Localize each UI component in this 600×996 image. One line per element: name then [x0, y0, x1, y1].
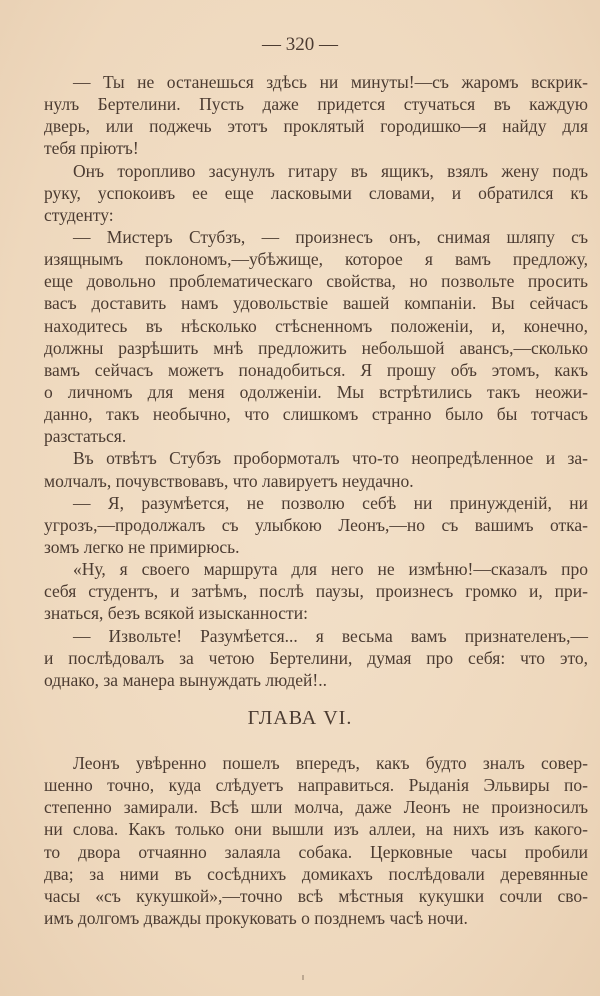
text-line: два; за ними въ сосѣднихъ домикахъ послѣдовали деревянные: [44, 863, 588, 884]
text-line: разстаться.: [44, 426, 127, 447]
text-line: шенно точно, куда слѣдуетъ направиться. Рыданія Эльвиры по-: [44, 775, 588, 796]
text-line: о личномъ для меня одолженіи. Мы встрѣтились такъ неожи-: [44, 381, 588, 402]
text-line: — Мистеръ Стубзъ, — произнесъ онъ, снимая шляпу съ: [73, 226, 588, 247]
text-line: себя студентъ, и затѣмъ, послѣ паузы, произнесъ громко и, при-: [44, 581, 588, 602]
text-line: знаться, безъ всякой изысканности:: [44, 603, 308, 624]
text-after-heading: [44, 752, 588, 929]
text-line: Леонъ увѣренно пошелъ впередъ, какъ будто зналъ совер-: [73, 753, 588, 773]
text-line: еще довольно проблематическаго свойства, но позвольте просить: [44, 271, 588, 292]
text-line: степенно замирали. Всѣ шли молча, даже Леонъ не произносилъ: [44, 797, 588, 818]
text-line: ни слова. Какъ только они вышли изъ аллеи, на нихъ изъ какого-: [44, 819, 588, 840]
chapter-heading: ГЛАВА VI.: [247, 707, 353, 729]
text-line: нулъ Бертелини. Пусть даже придется стучаться въ каждую: [44, 94, 588, 115]
text-line: молчалъ, почувствовавъ, что лавируетъ неудачно.: [44, 470, 414, 491]
text-line: — Я, разумѣется, не позволю себѣ ни принужденій, ни: [73, 492, 588, 513]
text-line: данно, такъ необычно, что слишкомъ странно было бы тотчасъ: [44, 404, 588, 425]
text-line: — Извольте! Разумѣется... я весьма вамъ признателенъ,—: [73, 625, 588, 646]
text-line: должны разрѣшить мнѣ предложить небольшой авансъ,—сколько: [44, 337, 588, 358]
text-line: студенту:: [44, 204, 114, 225]
text-line: — Ты не останешься здѣсь ни минуты!—съ жаромъ вскрик-: [73, 72, 588, 92]
text-before-heading: [44, 71, 588, 691]
print-mark: [302, 975, 304, 980]
text-line: находитесь въ нѣсколько стѣсненномъ положеніи, и, конечно,: [44, 315, 588, 336]
text-line: угрозъ,—продолжалъ съ улыбкою Леонъ,—но съ вашимъ отка-: [44, 514, 588, 535]
text-line: часы «съ кукушкой»,—точно всѣ мѣстныя кукушки сочли сво-: [44, 885, 588, 906]
page-number: — 320 —: [262, 34, 338, 55]
text-line: васъ доставить намъ удовольствіе вашей компаніи. Вы сейчасъ: [44, 293, 588, 314]
text-line: однако, за манера вынуждать людей!..: [44, 669, 327, 690]
text-line: вамъ сейчасъ можетъ понадобиться. Я прошу объ этомъ, какъ: [44, 359, 588, 380]
text-line: Въ отвѣтъ Стубзъ пробормоталъ что-то неопредѣленное и за-: [73, 448, 588, 469]
text-line: руку, успокоивъ ее еще ласковыми словами, и обратился къ: [44, 182, 588, 203]
text-line: имъ долгомъ дважды прокуковать о позднемъ часѣ ночи.: [44, 907, 468, 928]
text-line: Онъ торопливо засунулъ гитару въ ящикъ, взялъ жену подъ: [73, 160, 588, 181]
text-line: дверь, или поджечь этотъ проклятый городишко—я найду для: [44, 116, 588, 137]
text-line: «Ну, я своего маршрута для него не измѣню!—сказалъ про: [73, 559, 588, 580]
text-line: тебя пріютъ!: [44, 138, 139, 159]
text-line: то двора отчаянно залаяла собака. Церковные часы пробили: [44, 841, 588, 862]
text-line: изящнымъ поклономъ,—убѣжище, которое я вамъ предложу,: [44, 249, 588, 270]
text-line: и послѣдовалъ за четою Бертелини, думая про себя: что это,: [44, 647, 588, 668]
text-line: зомъ легко не примирюсь.: [44, 536, 240, 557]
